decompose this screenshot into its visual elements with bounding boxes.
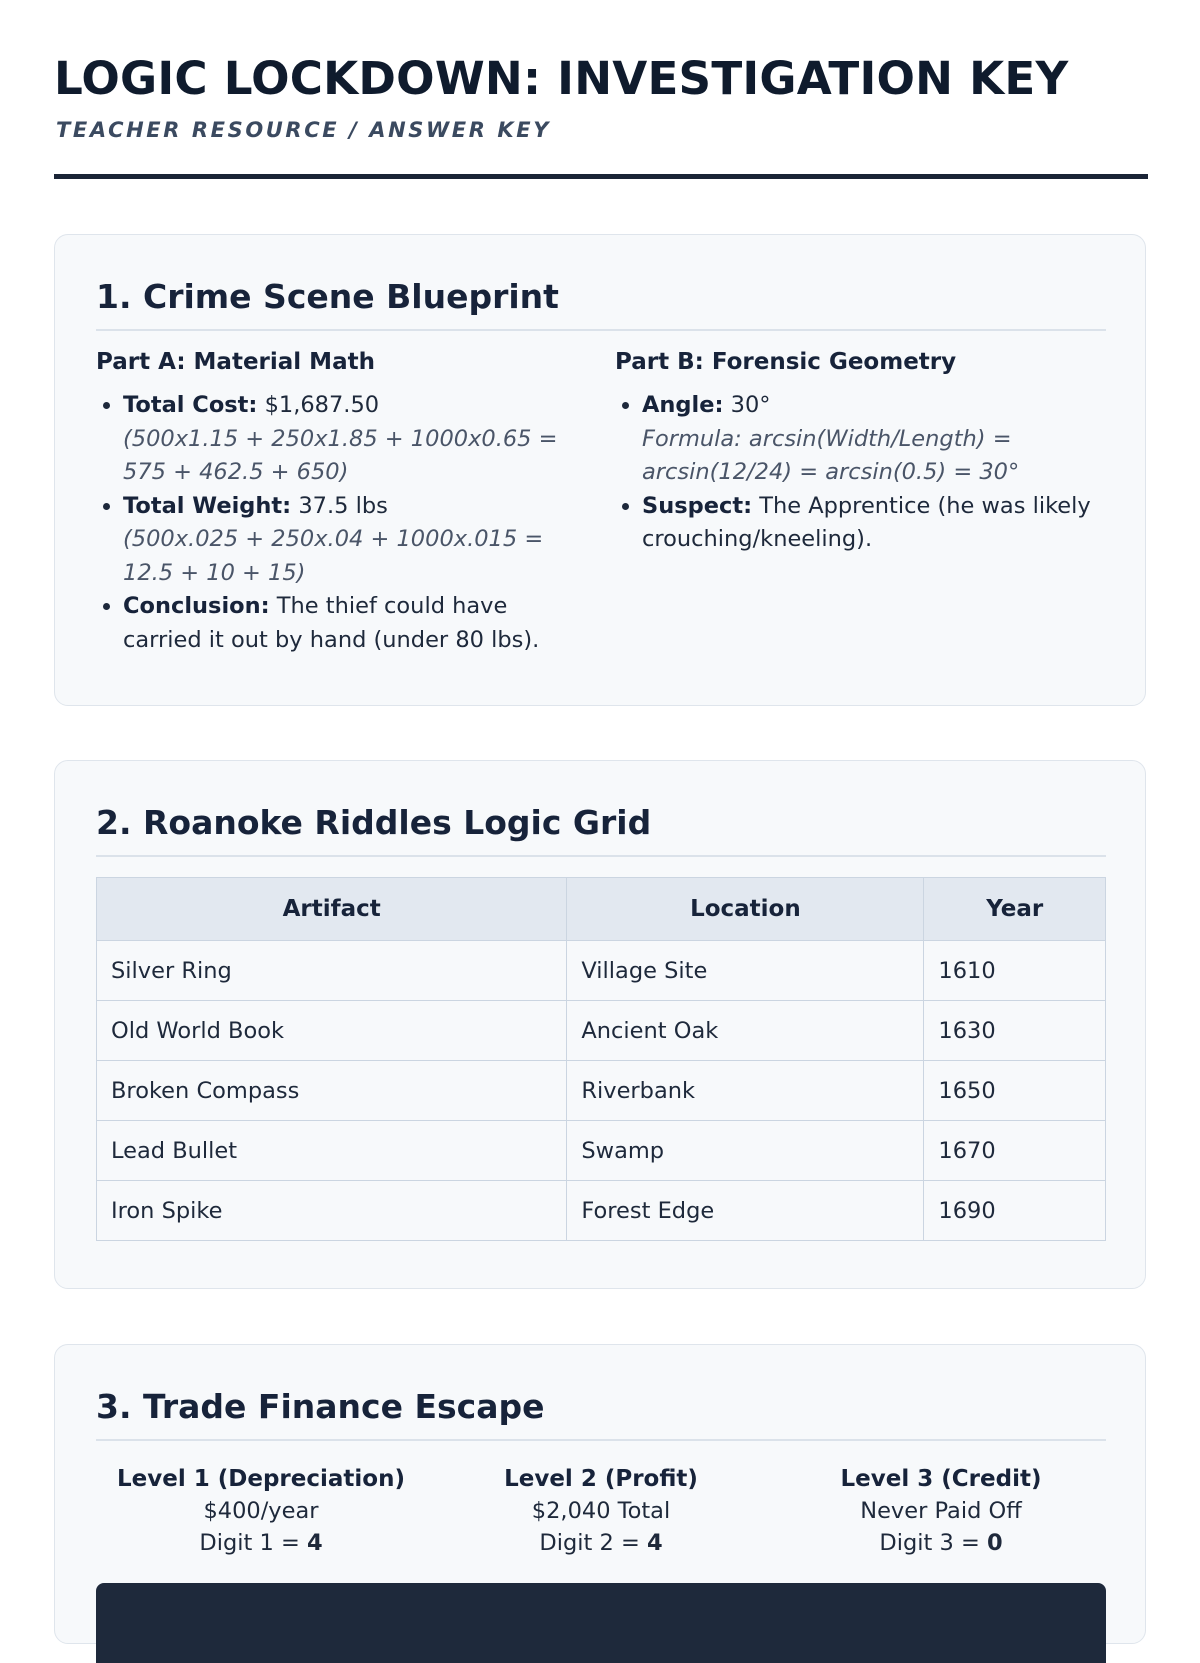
section-title: 3. Trade Finance Escape <box>96 1387 545 1426</box>
year-cell: 1670 <box>924 1121 1106 1181</box>
fact-label: Total Weight: <box>123 492 292 519</box>
fact-formula: (500x1.15 + 250x1.85 + 1000x0.65 = 575 + 462.5 + 650) <box>123 425 558 485</box>
page-title: LOGIC LOCKDOWN: INVESTIGATION KEY <box>54 52 1069 105</box>
section-divider <box>96 329 1106 331</box>
fact-label: Conclusion: <box>123 593 270 619</box>
level-title: Level 1 (Depreciation) <box>117 1466 405 1492</box>
location-cell: Swamp <box>567 1121 924 1181</box>
fact-value: The Apprentice (he was likely crouching/kneeling). <box>642 492 1091 552</box>
location-cell: Ancient Oak <box>567 1001 924 1061</box>
digit-value: 4 <box>306 1530 323 1556</box>
digit-value: 0 <box>986 1530 1003 1556</box>
level-title: Level 2 (Profit) <box>504 1466 698 1492</box>
trade-finance-section <box>54 1344 1146 1644</box>
list-item <box>642 389 1105 490</box>
crime-scene-blueprint-section <box>54 234 1146 706</box>
part-b-column <box>615 349 1105 557</box>
location-cell: Village Site <box>567 941 924 1001</box>
title-divider <box>54 174 1148 179</box>
section-divider <box>96 855 1106 857</box>
part-a-list <box>96 389 586 657</box>
column-header-artifact: Artifact <box>97 878 567 941</box>
level-digit <box>96 1527 426 1559</box>
table-header-row <box>97 878 1106 941</box>
level-3-block <box>776 1463 1106 1559</box>
section-title: 1. Crime Scene Blueprint <box>96 277 559 316</box>
fact-label: Suspect: <box>642 492 753 519</box>
part-a-heading: Part A: Material Math <box>96 349 375 375</box>
list-item <box>123 490 586 591</box>
level-title: Level 3 (Credit) <box>840 1466 1042 1492</box>
list-item <box>642 490 1105 557</box>
fact-value: 30° <box>723 392 771 418</box>
part-b-list <box>615 389 1105 557</box>
section-divider <box>96 1439 1106 1441</box>
artifact-cell: Lead Bullet <box>97 1121 567 1181</box>
section-title: 2. Roanoke Riddles Logic Grid <box>96 803 652 842</box>
level-value: $400/year <box>203 1498 319 1524</box>
table-row <box>97 1181 1106 1241</box>
digit-label: Digit 2 = <box>539 1530 647 1556</box>
levels-row <box>96 1463 1106 1573</box>
logic-grid-section <box>54 760 1146 1289</box>
level-value: $2,040 Total <box>531 1498 671 1524</box>
list-item <box>123 389 586 490</box>
year-cell: 1690 <box>924 1181 1106 1241</box>
artifact-cell: Silver Ring <box>97 941 567 1001</box>
year-cell: 1630 <box>924 1001 1106 1061</box>
digit-value: 4 <box>646 1530 663 1556</box>
artifact-cell: Old World Book <box>97 1001 567 1061</box>
fact-label: Total Cost: <box>123 392 258 418</box>
location-cell: Forest Edge <box>567 1181 924 1241</box>
level-digit <box>776 1527 1106 1559</box>
column-header-location: Location <box>567 878 924 941</box>
table-row <box>97 941 1106 1001</box>
table-row <box>97 1001 1106 1061</box>
level-digit <box>436 1527 766 1559</box>
fact-value: $1,687.50 <box>257 392 380 418</box>
fact-formula: Formula: arcsin(Width/Length) = arcsin(12/24) = arcsin(0.5) = 30° <box>642 425 1020 485</box>
column-header-year: Year <box>924 878 1106 941</box>
fact-label: Angle: <box>642 392 724 418</box>
artifact-cell: Broken Compass <box>97 1061 567 1121</box>
list-item <box>123 590 586 657</box>
table-row <box>97 1121 1106 1181</box>
location-cell: Riverbank <box>567 1061 924 1121</box>
part-a-column <box>96 349 586 657</box>
page-subtitle: TEACHER RESOURCE / ANSWER KEY <box>56 118 552 142</box>
year-cell: 1610 <box>924 941 1106 1001</box>
fact-value: 37.5 lbs <box>291 492 388 519</box>
level-value: Never Paid Off <box>860 1498 1022 1524</box>
table-row <box>97 1061 1106 1121</box>
level-2-block <box>436 1463 766 1559</box>
part-b-heading: Part B: Forensic Geometry <box>615 349 957 375</box>
logic-grid-table <box>96 877 1106 1241</box>
artifact-cell: Iron Spike <box>97 1181 567 1241</box>
year-cell: 1650 <box>924 1061 1106 1121</box>
fact-value: The thief could have carried it out by hand (under 80 lbs). <box>123 593 540 653</box>
fact-formula: (500x.025 + 250x.04 + 1000x.015 = 12.5 + 10 + 15) <box>123 526 544 586</box>
final-code-banner <box>96 1583 1106 1663</box>
digit-label: Digit 3 = <box>879 1530 987 1556</box>
digit-label: Digit 1 = <box>199 1530 307 1556</box>
level-1-block <box>96 1463 426 1559</box>
